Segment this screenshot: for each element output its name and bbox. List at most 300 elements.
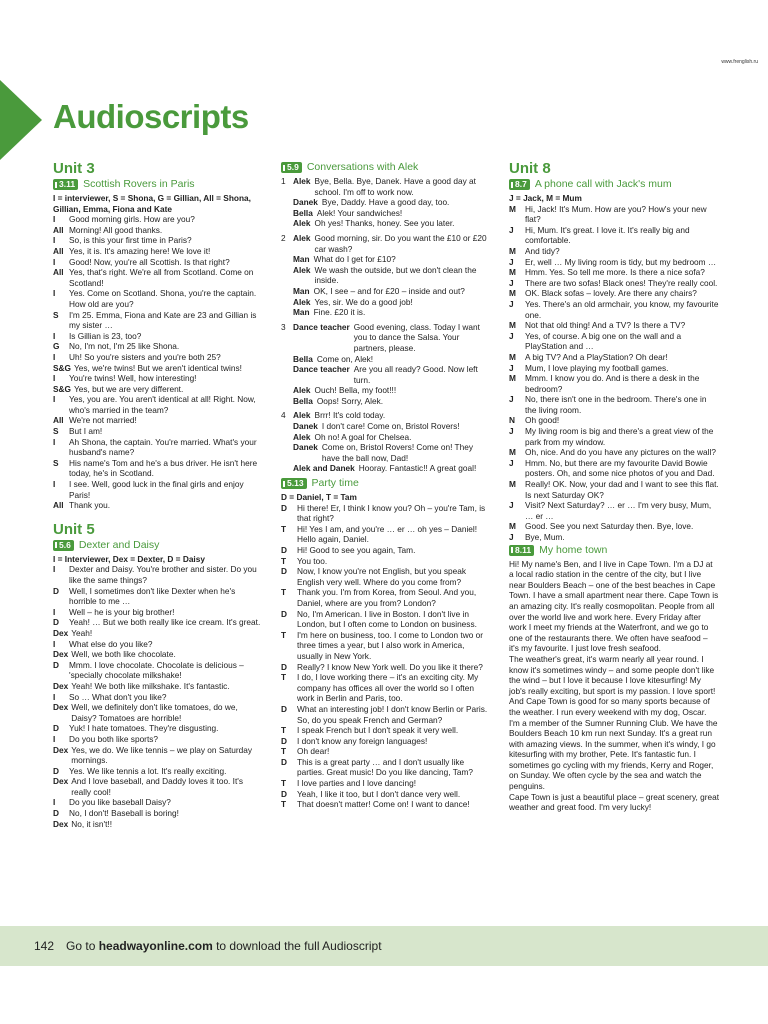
script-line (53, 819, 261, 830)
line-text: Bye, Mum. (525, 532, 565, 542)
audio-track-badge[interactable]: 8.11 (509, 545, 534, 556)
script-line (53, 458, 261, 479)
speaker-label: I (53, 351, 56, 362)
line-text: Yes, it is. It's amazing here! We love it! (69, 245, 211, 256)
script-line (53, 257, 261, 268)
line-text: Bye, Bella. Bye, Danek. Have a good day at school. I'm off to work now. (314, 176, 476, 197)
line-text: I'm here on business, too. I come to London two or three times a year, but I also work in America, usually in New York. (297, 629, 484, 661)
script-line (53, 363, 261, 374)
line-text: I speak French but I don't speak it very well. (297, 725, 459, 736)
script-line (509, 278, 719, 289)
line-text: I do, I love working there – it's an exciting city. My company has offices all over the world so I often work in Berlin and Paris, too. (297, 672, 479, 704)
line-text: Well, I sometimes don't like Dexter when he's horrible to me … (69, 585, 236, 607)
line-text: Hmm. Yes. So tell me more. Is there a nice sofa? (525, 267, 705, 278)
script-line (509, 320, 719, 331)
speaker-label: T (281, 587, 287, 598)
line-text: Yeah! … But we both really like ice cream. It's great. (69, 617, 261, 628)
line-text: Thank you. (69, 500, 111, 511)
speaker-icon (55, 182, 57, 188)
speaker-label: Dex (53, 649, 69, 660)
script-line (53, 235, 261, 246)
section-title: Scottish Rovers in Paris (83, 178, 195, 191)
script-line (53, 426, 261, 437)
script-line (281, 587, 489, 608)
footer-bar (0, 926, 768, 966)
speaker-label: I (53, 606, 56, 617)
line-text: No, there isn't one in the bedroom. There's one in the living room. (525, 394, 707, 415)
script-line (509, 415, 719, 426)
line-text: A big TV? And a PlayStation? Oh dear! (525, 351, 668, 362)
line-text: Thank you. I'm from Korea, from Seoul. And you, Daniel, where are you from? London? (297, 587, 477, 608)
section-header (281, 478, 489, 489)
conversation-number: 3 (281, 321, 286, 332)
script-line (281, 556, 489, 567)
script-line (53, 225, 261, 236)
line-text: Good morning girls. How are you? (69, 214, 195, 225)
speaker-label: M (509, 320, 516, 331)
script-lines (281, 503, 489, 810)
section-header (53, 540, 261, 551)
script-line (53, 479, 261, 500)
speaker-label: J (509, 277, 514, 288)
unit-heading: Unit 5 (53, 520, 95, 538)
speaker-label: Alek and Danek (293, 463, 355, 474)
script-line (53, 288, 261, 309)
script-line (509, 299, 719, 320)
audio-track-badge[interactable]: 5.9 (281, 162, 302, 173)
line-text: So, is this your first time in Paris? (69, 235, 192, 246)
speaker-label: S (53, 426, 59, 437)
cast-list: I = interviewer, S = Shona, G = Gillian, All = Shona, Gillian, Emma, Fiona and Kate (53, 193, 251, 214)
conversation-number: 4 (281, 410, 286, 421)
line-text: No, I don't! Baseball is boring! (69, 808, 179, 819)
speaker-label: Man (293, 254, 310, 265)
line-text: Hmm. No, but there are my favourite David Bowie posters. Oh, and some nice photos of you and Dad. (525, 457, 715, 479)
script-line (53, 797, 261, 808)
line-text: Mmm. I love chocolate. Chocolate is delicious – 'specially chocolate milkshake! (69, 659, 244, 681)
speaker-label: M (509, 267, 516, 278)
speaker-label: Alek (293, 218, 311, 229)
speaker-label: D (281, 703, 287, 714)
script-line (53, 586, 261, 607)
script-line (53, 617, 261, 628)
speaker-label: T (281, 799, 287, 810)
speaker-label: All (53, 267, 64, 278)
speaker-label: D (53, 617, 59, 628)
script-line (281, 524, 489, 545)
speaker-label: T (281, 746, 287, 757)
script-line (53, 734, 261, 745)
script-line (53, 352, 261, 363)
line-text: Yeah, I like it too, but I don't dance very well. (297, 788, 461, 799)
speaker-label: Alek (293, 410, 311, 421)
script-line (281, 176, 489, 197)
line-text: Good morning, sir. Do you want the £10 or £20 car wash? (314, 232, 487, 254)
script-line (281, 396, 489, 407)
line-text: My living room is big and there's a great view of the park from my window. (525, 426, 714, 447)
line-text: Visit? Next Saturday? … er … I'm very busy, Mum, … er … (525, 500, 712, 521)
script-line (509, 479, 719, 500)
speaker-label: M (509, 447, 516, 458)
speaker-label: I (53, 373, 56, 384)
speaker-icon (283, 481, 285, 487)
script-line (53, 373, 261, 384)
unit-heading: Unit 3 (53, 160, 95, 177)
line-text: Do you both like sports? (69, 733, 159, 744)
speaker-label: Danek (293, 442, 318, 453)
speaker-label: I (53, 235, 56, 246)
column-3 (509, 160, 719, 813)
line-text: Oh dear! (297, 746, 330, 757)
conversation-number: 1 (281, 176, 286, 186)
line-text: Oops! Sorry, Alek. (316, 395, 384, 406)
script-line (53, 681, 261, 692)
script-line (281, 672, 489, 704)
footer-text-end: to download the full Audioscript (212, 939, 382, 953)
speaker-icon (283, 165, 285, 171)
line-text: Mmm. I know you do. And is there a desk in the bedroom? (525, 373, 700, 394)
line-text: I'm 25. Emma, Fiona and Kate are 23 and Gillian is my sister … (69, 309, 257, 331)
line-text: Fine. £20 it is. (313, 307, 366, 318)
script-line (53, 692, 261, 703)
script-line (509, 532, 719, 543)
script-line (281, 503, 489, 524)
speaker-label: Dex (53, 818, 69, 829)
speaker-label: Bella (293, 353, 313, 364)
script-line (281, 307, 489, 318)
script-line (281, 463, 489, 474)
line-text: Hi! Yes I am, and you're … er … oh yes – Daniel! Hello again, Daniel. (297, 523, 478, 545)
speaker-label: I (53, 394, 56, 405)
line-text: Do you like baseball Daisy? (69, 797, 171, 808)
paragraph: The weather's great, it's warm nearly all year round. I know it's sometimes windy – and some people don't like the wind – but I love it because I love kitesurfing! My job's really exciting, but sport is my passion. I love sport! And Cape Town is good for so many sports because of the weather. I run every weekend with my dog, Oscar. I'm a member of the Sumner Running Club. We have the Boulders Beach 10 km run next Sunday. It's a great run with amazing views. In the summer, when it's windy, I go kitesurfing with my brother, Pete. It's fantastic fun. I sometimes go cycling with my friends, Kerry and Roger, on Sunday. We often cycle by the sea and watch the penguins. (509, 653, 718, 792)
speaker-label: J (509, 426, 514, 437)
speaker-label: I (53, 797, 56, 808)
section-title: Conversations with Alek (306, 161, 419, 174)
conversation (281, 410, 489, 474)
speaker-label: D (53, 659, 59, 670)
script-line (53, 766, 261, 777)
speaker-label: D (53, 765, 59, 776)
page-number: 142 (34, 939, 55, 953)
section-header (281, 162, 489, 173)
line-text: Well, we definitely don't like tomatoes, do we, Daisy? Tomatoes are horrible! (71, 702, 238, 723)
speaker-label: Alek (293, 176, 311, 186)
speaker-label: I (53, 564, 56, 575)
line-text: No, it isn't!! (71, 818, 113, 829)
script-line (509, 521, 719, 532)
section-title: A phone call with Jack's mum (534, 178, 672, 191)
line-text: Hooray. Fantastic!! A great goal! (358, 463, 477, 474)
line-text: There are two sofas! Black ones! They're really cool. (525, 277, 718, 288)
speaker-label: Dex (53, 776, 69, 787)
line-text: Is Gillian is 23, too? (69, 330, 142, 341)
script-line (281, 736, 489, 747)
section-header (509, 545, 719, 556)
script-line (281, 233, 489, 254)
speaker-label: Dex (53, 627, 69, 638)
speaker-label: J (509, 394, 514, 405)
speaker-label: M (509, 521, 516, 532)
speaker-icon (511, 182, 513, 188)
unit-heading: Unit 8 (509, 160, 551, 177)
line-text: Yes, sir. We do a good job! (314, 296, 413, 307)
line-text: OK. Black sofas – lovely. Are there any chairs? (525, 288, 697, 299)
line-text: Not that old thing! And a TV? Is there a TV? (525, 320, 686, 331)
script-line (53, 702, 261, 723)
speaker-label: J (509, 457, 514, 468)
line-text: Yes. There's an old armchair, you know, my favourite one. (525, 298, 719, 320)
script-line (281, 254, 489, 265)
line-text: Alek! Your sandwiches! (316, 207, 403, 218)
line-text: Hi, Mum. It's great. I love it. It's really big and comfortable. (525, 224, 690, 246)
line-text: Morning! All good thanks. (69, 224, 163, 235)
script-line (281, 286, 489, 297)
line-text: Mum, I love playing my football games. (525, 362, 669, 373)
line-text: Yes, we're twins! But we aren't identical twins! (73, 362, 242, 373)
line-text: Dexter and Daisy. You're brother and sister. Do you like the same things? (69, 564, 257, 585)
speaker-label: T (281, 523, 287, 534)
script-line (53, 394, 261, 415)
script-line (509, 458, 719, 479)
conversation (281, 176, 489, 229)
line-text: Really? I know New York well. Do you like it there? (297, 661, 483, 672)
script-line (281, 354, 489, 365)
line-text: Er, well … My living room is tidy, but my bedroom … (525, 256, 717, 267)
script-line (53, 808, 261, 819)
speaker-label: Alek (293, 264, 311, 275)
script-line (281, 421, 489, 432)
monologue-text (509, 559, 719, 813)
line-text: Now, I know you're not English, but you speak English very well. Where do you come from? (297, 566, 467, 587)
audio-track-badge[interactable]: 5.13 (281, 478, 307, 489)
script-line (53, 776, 261, 797)
line-text: I don't care! Come on, Bristol Rovers! (321, 421, 460, 432)
speaker-label: D (281, 545, 287, 555)
speaker-label: Dance teacher (293, 364, 350, 375)
line-text: What do I get for £10? (313, 254, 396, 265)
speaker-label: M (509, 373, 516, 384)
line-text: Yes, of course. A big one on the wall and a PlayStation and … (525, 330, 682, 352)
line-text: Hi, Jack! It's Mum. How are you? How's your new flat? (525, 203, 707, 225)
line-text: Yes. Come on Scotland. Shona, you're the captain. How old are you? (69, 288, 257, 309)
script-line (281, 746, 489, 757)
speaker-label: G (53, 341, 60, 352)
script-lines (509, 204, 719, 543)
speaker-label: J (509, 256, 514, 267)
script-line (281, 704, 489, 725)
speaker-label: I (53, 436, 56, 447)
script-line (281, 265, 489, 286)
speaker-label: J (509, 298, 514, 309)
speaker-label: Dance teacher (293, 321, 350, 332)
speaker-label: I (53, 733, 56, 744)
script-line (281, 197, 489, 208)
script-line (281, 757, 489, 778)
speaker-label: M (509, 288, 516, 299)
script-line (509, 363, 719, 374)
script-line (53, 564, 261, 585)
script-line (53, 246, 261, 257)
script-lines (53, 564, 261, 829)
cast-list: D = Daniel, T = Tam (281, 492, 357, 503)
speaker-label: N (509, 415, 515, 426)
speaker-label: I (53, 256, 56, 267)
script-line (509, 267, 719, 278)
speaker-label: D (53, 585, 59, 596)
section-title: Party time (311, 477, 359, 490)
line-text: You're twins! Well, how interesting! (69, 373, 197, 384)
speaker-label: T (281, 725, 287, 736)
speaker-icon (55, 542, 57, 548)
page-title: Audioscripts (53, 98, 249, 135)
speaker-label: S (53, 457, 59, 468)
script-line (509, 204, 719, 225)
line-text: What an interesting job! I don't know Berlin or Paris. So, do you speak French and German? (297, 703, 488, 725)
section-title: Dexter and Daisy (78, 539, 160, 552)
script-line (281, 322, 489, 354)
speaker-label: J (509, 532, 514, 542)
speaker-label: D (281, 661, 287, 672)
audio-track-badge[interactable]: 8.7 (509, 179, 530, 190)
line-text: Yuk! I hate tomatoes. They're disgusting. (69, 723, 219, 734)
conversations (281, 176, 489, 474)
script-line (509, 352, 719, 363)
speaker-label: I (53, 479, 56, 490)
script-line (53, 384, 261, 395)
footer-link[interactable]: headwayonline.com (98, 939, 213, 953)
line-text: Yeah! (71, 627, 93, 638)
speaker-label: All (53, 245, 64, 256)
line-text: I see. Well, good luck in the final girls and enjoy Paris! (69, 479, 244, 500)
line-text: That doesn't matter! Come on! I want to dance! (297, 799, 470, 810)
line-text: So … What don't you like? (69, 691, 167, 702)
speaker-label: All (53, 500, 64, 511)
paragraph: Hi! My name's Ben, and I live in Cape Town. I'm a DJ at a local radio station in the centre of the city, but I live near Boulders Beach – one of the best beaches in Cape Town. I have a small apartment near there. Cape Town is an amazing city. It's really cosmopolitan. People from all over the world live and work here. Every Friday after work I meet my friends at the Waterfront, and we go to one of the restaurants there. We often have seafood – it's my favourite. I just love fresh seafood. (509, 558, 719, 654)
speaker-label: S (53, 309, 59, 320)
line-text: Yeah! We both like milkshake. It's fantastic. (71, 680, 230, 691)
audio-track-badge[interactable]: 5.6 (53, 540, 74, 551)
speaker-label: Alek (293, 385, 311, 396)
line-text: Ouch! Bella, my foot!!! (314, 385, 397, 396)
script-lines (53, 214, 261, 511)
speaker-label: J (509, 330, 514, 341)
speaker-label: D (281, 735, 287, 746)
line-text: This is a great party … and I don't usually like parties. Great music! Do you like dancing, Tam? (297, 756, 474, 778)
speaker-label: Dex (53, 702, 69, 713)
column-1 (53, 160, 261, 829)
script-line (53, 649, 261, 660)
site-watermark: www.frenglish.ru (721, 59, 758, 65)
script-line (53, 310, 261, 331)
line-text: No, I'm not, I'm 25 like Shona. (69, 341, 180, 352)
speaker-label: D (281, 788, 287, 799)
speaker-label: Man (293, 285, 310, 296)
script-line (53, 331, 261, 342)
script-line (281, 725, 489, 736)
script-line (53, 660, 261, 681)
script-line (281, 442, 489, 463)
speaker-label: Danek (293, 197, 318, 208)
speaker-label: All (53, 224, 64, 235)
speaker-label: Dex (53, 680, 69, 691)
line-text: Good evening, class. Today I want you to dance the Salsa. Your partners, please. (353, 321, 480, 353)
line-text: Are you all ready? Good. Now left turn. (353, 364, 478, 385)
script-line (53, 723, 261, 734)
section-header (53, 179, 261, 190)
script-line (509, 331, 719, 352)
script-line (281, 630, 489, 662)
line-text: Well – he is your big brother! (69, 606, 175, 617)
conversation-number: 2 (281, 232, 286, 243)
script-line (53, 415, 261, 426)
script-line (53, 341, 261, 352)
speaker-label: D (281, 502, 287, 513)
line-text: No, I'm American. I live in Boston. I don't live in London, but I often come to London on business. (297, 608, 477, 630)
script-line (509, 426, 719, 447)
line-text: Brrr! It's cold today. (314, 410, 386, 421)
line-text: Uh! So you're sisters and you're both 25? (69, 351, 221, 362)
line-text: Oh, nice. And do you have any pictures on the wall? (525, 447, 716, 458)
speaker-label: S&G (53, 383, 71, 394)
script-line (281, 208, 489, 219)
line-text: And I love baseball, and Daddy loves it too. It's really cool! (71, 776, 244, 797)
line-text: Come on, Bristol Rovers! Come on! They have the ball now, Dad! (321, 442, 474, 463)
script-line (53, 607, 261, 618)
line-text: Bye, Daddy. Have a good day, too. (321, 197, 450, 208)
speaker-label: T (281, 555, 287, 566)
line-text: Yes, you are. You aren't identical at all! Right. Now, who's married in the team? (69, 394, 256, 415)
audio-track-badge[interactable]: 3.11 (53, 179, 78, 190)
cast-list: J = Jack, M = Mum (509, 193, 582, 203)
script-line (281, 662, 489, 673)
line-text: Oh good! (525, 415, 560, 426)
line-text: I don't know any foreign languages! (297, 735, 428, 746)
speaker-label: M (509, 479, 516, 490)
script-line (281, 789, 489, 800)
script-line (281, 566, 489, 587)
line-text: Yes, we do. We like tennis – we play on Saturday mornings. (71, 744, 253, 766)
script-line (509, 246, 719, 257)
speaker-label: I (53, 214, 56, 225)
speaker-label: Alek (293, 431, 311, 442)
line-text: I love parties and I love dancing! (297, 778, 416, 789)
section-header (509, 179, 719, 190)
script-line (281, 364, 489, 385)
speaker-label: D (53, 723, 59, 734)
line-text: His name's Tom and he's a bus driver. He isn't here today, he's in Scotland. (69, 457, 258, 479)
speaker-label: D (281, 756, 287, 767)
speaker-label: T (281, 629, 287, 640)
speaker-label: Danek (293, 421, 318, 432)
speaker-label: J (509, 224, 514, 235)
speaker-label: Alek (293, 296, 311, 307)
script-line (509, 447, 719, 458)
speaker-label: Dex (53, 744, 69, 755)
speaker-label: I (53, 691, 56, 702)
speaker-label: Bella (293, 207, 313, 218)
speaker-label: D (281, 608, 287, 619)
script-line (281, 385, 489, 396)
conversation (281, 233, 489, 318)
line-text: Good! Now, you're all Scottish. Is that right? (69, 256, 230, 267)
line-text: But I am! (69, 426, 103, 437)
line-text: Good. See you next Saturday then. Bye, love. (525, 521, 694, 532)
speaker-label: S&G (53, 362, 71, 373)
speaker-label: M (509, 245, 516, 256)
line-text: Oh yes! Thanks, honey. See you later. (314, 218, 455, 229)
conversation (281, 322, 489, 407)
